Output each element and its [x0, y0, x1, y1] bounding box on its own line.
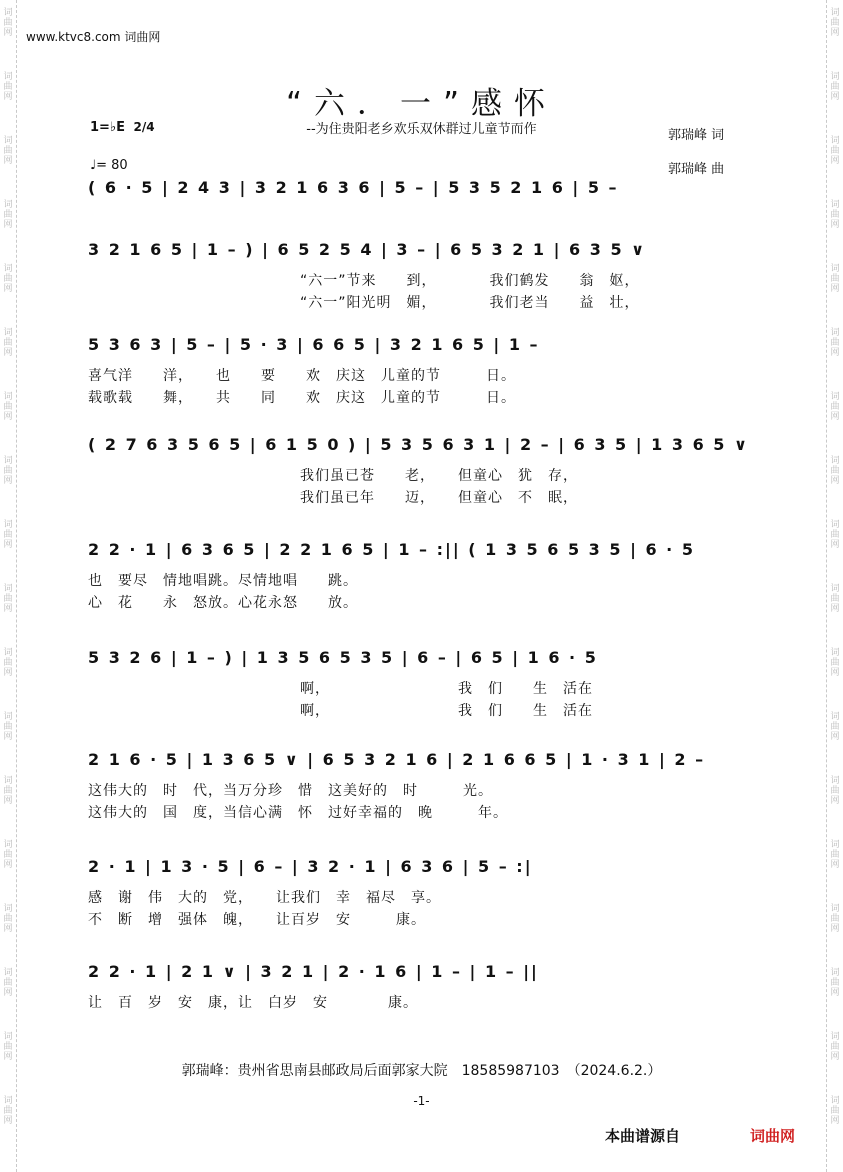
notation-line: ( 2 7 6 3 5 6 5 | 6 1 5 0 ) | 5 3 5 6 3 1 | 2 – | 6 3 5 | 1 3 6 5 ∨: [88, 435, 749, 454]
watermark-text: 词曲网: [3, 1096, 13, 1126]
watermark-text: 词曲网: [830, 1032, 840, 1062]
song-subtitle: --为住贵阳老乡欢乐双休群过儿童节而作: [306, 122, 537, 137]
lyric-line: 感 谢 伟 大的 党， 让我们 幸 福尽 享。: [88, 890, 441, 906]
notation-line: 2 1 6 · 5 | 1 3 6 5 ∨ | 6 5 3 2 1 6 | 2 1 6 6 5 | 1 · 3 1 | 2 –: [88, 750, 706, 769]
watermark-text: 词曲网: [3, 648, 13, 678]
lyric-line: 啊， 我 们 生 活在: [300, 703, 593, 719]
lyric-line: 心 花 永 怒放。心花永怒 放。: [88, 595, 358, 611]
notation-line: 2 · 1 | 1 3 · 5 | 6 – | 3 2 · 1 | 6 3 6 | 5 – :|: [88, 857, 533, 876]
watermark-text: 词曲网: [3, 328, 13, 358]
lyric-line: 我们虽已年 迈， 但童心 不 眠，: [300, 490, 578, 506]
lyric-line: “六一”阳光明 媚， 我们老当 益 壮，: [300, 295, 640, 311]
lyric-line: 载歌载 舞， 共 同 欢 庆这 儿童的节 日。: [88, 390, 516, 406]
song-title: “六．一”感怀: [285, 86, 558, 122]
author-contact: 郭瑞峰：贵州省思南县邮政局后面郭家大院 18585987103 （2024.6.2.）: [181, 1063, 662, 1079]
notation-line: 2 2 · 1 | 2 1 ∨ | 3 2 1 | 2 · 1 6 | 1 – | 1 – ||: [88, 962, 539, 981]
page-number: -1-: [413, 1094, 430, 1108]
watermark-text: 词曲网: [3, 264, 13, 294]
lyric-line: 也 要尽 情地唱跳。尽情地唱 跳。: [88, 573, 358, 589]
watermark-text: 词曲网: [3, 8, 13, 38]
watermark-text: 词曲网: [830, 136, 840, 166]
composer-credit: 郭瑞峰 曲: [668, 162, 725, 177]
notation-line: 3 2 1 6 5 | 1 – ) | 6 5 2 5 4 | 3 – | 6 5 3 2 1 | 6 3 5 ∨: [88, 240, 647, 259]
watermark-text: 词曲网: [830, 712, 840, 742]
lyric-line: “六一”节来 到， 我们鹤发 翁 妪，: [300, 273, 640, 289]
time-signature: 2/4: [133, 120, 155, 134]
watermark-text: 词曲网: [830, 264, 840, 294]
watermark-text: 词曲网: [3, 840, 13, 870]
watermark-text: 词曲网: [830, 840, 840, 870]
notation-line: 5 3 2 6 | 1 – ) | 1 3 5 6 5 3 5 | 6 – | 6 5 | 1 6 · 5: [88, 648, 598, 667]
source-logo[interactable]: 词曲网: [750, 1127, 796, 1145]
lyric-line: 我们虽已苍 老， 但童心 犹 存，: [300, 468, 578, 484]
watermark-text: 词曲网: [3, 968, 13, 998]
lyric-line: 这伟大的 时 代，当万分珍 惜 这美好的 时 光。: [88, 783, 493, 799]
watermark-text: 词曲网: [3, 584, 13, 614]
watermark-text: 词曲网: [830, 392, 840, 422]
watermark-text: 词曲网: [830, 72, 840, 102]
watermark-text: 词曲网: [830, 520, 840, 550]
watermark-text: 词曲网: [3, 72, 13, 102]
site-url[interactable]: www.ktvc8.com 词曲网: [26, 30, 161, 44]
lyric-line: 这伟大的 国 度，当信心满 怀 过好幸福的 晚 年。: [88, 805, 508, 821]
watermark-text: 词曲网: [3, 1032, 13, 1062]
key-signature: [90, 120, 155, 135]
watermark-text: 词曲网: [830, 328, 840, 358]
notation-line: 5 3 6 3 | 5 – | 5 · 3 | 6 6 5 | 3 2 1 6 5 | 1 –: [88, 335, 540, 354]
lyric-line: 让 百 岁 安 康，让 白岁 安 康。: [88, 995, 418, 1011]
watermark-text: 词曲网: [830, 904, 840, 934]
watermark-text: 词曲网: [3, 456, 13, 486]
tempo-marking: ♩= 80: [90, 158, 128, 173]
lyric-line: 喜气洋 洋， 也 要 欢 庆这 儿童的节 日。: [88, 368, 516, 384]
key-label: 1=♭E: [90, 120, 125, 135]
lyric-line: 啊， 我 们 生 活在: [300, 681, 593, 697]
watermark-text: 词曲网: [3, 392, 13, 422]
notation-line: 2 2 · 1 | 6 3 6 5 | 2 2 1 6 5 | 1 – :|| ( 1 3 5 6 5 3 5 | 6 · 5: [88, 540, 695, 559]
watermark-text: 词曲网: [3, 904, 13, 934]
watermark-text: 词曲网: [830, 1096, 840, 1126]
watermark-text: 词曲网: [830, 456, 840, 486]
watermark-text: 词曲网: [3, 200, 13, 230]
watermark-text: 词曲网: [830, 200, 840, 230]
watermark-text: 词曲网: [3, 712, 13, 742]
watermark-text: 词曲网: [830, 776, 840, 806]
notation-line: ( 6 · 5 | 2 4 3 | 3 2 1 6 3 6 | 5 – | 5 3 5 2 1 6 | 5 –: [88, 178, 619, 197]
lyricist-credit: 郭瑞峰 词: [668, 128, 725, 143]
watermark-text: 词曲网: [830, 584, 840, 614]
watermark-text: 词曲网: [830, 968, 840, 998]
watermark-text: 词曲网: [3, 776, 13, 806]
watermark-text: 词曲网: [3, 136, 13, 166]
watermark-text: 词曲网: [830, 648, 840, 678]
watermark-text: 词曲网: [3, 520, 13, 550]
source-label: 本曲谱源自: [605, 1127, 681, 1145]
lyric-line: 不 断 增 强体 魄， 让百岁 安 康。: [88, 912, 426, 928]
watermark-text: 词曲网: [830, 8, 840, 38]
